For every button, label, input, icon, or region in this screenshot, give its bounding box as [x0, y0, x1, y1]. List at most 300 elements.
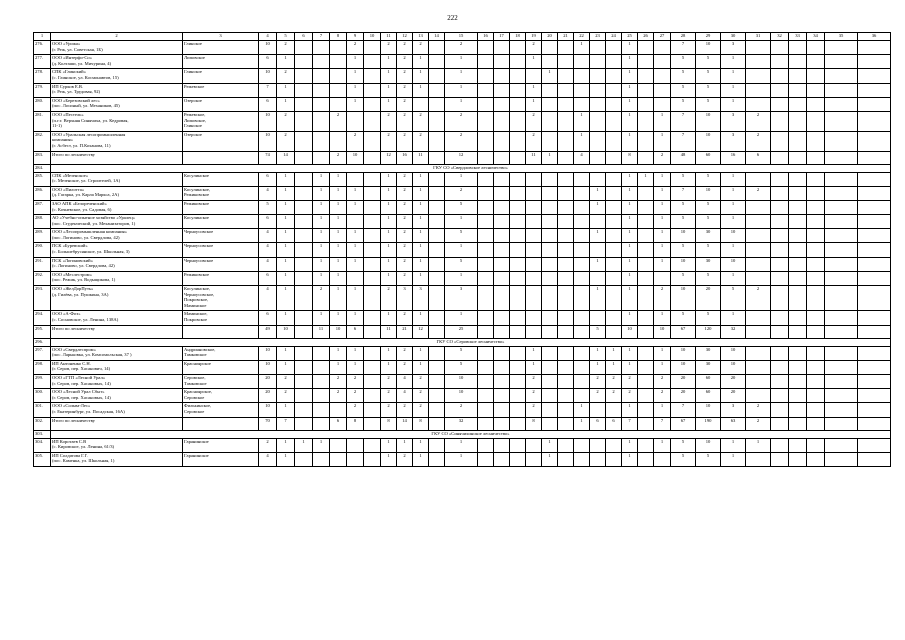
value-cell: 1 — [277, 186, 295, 200]
value-cell — [542, 200, 558, 214]
value-cell — [526, 229, 542, 243]
value-cell: 5 — [445, 346, 478, 360]
value-cell: 2 — [413, 374, 429, 388]
value-cell: 1 — [445, 438, 478, 452]
column-header: 23 — [590, 33, 606, 41]
value-cell — [478, 311, 494, 325]
value-cell: 49 — [259, 325, 277, 338]
column-header: 12 — [397, 33, 413, 41]
value-cell — [429, 186, 445, 200]
value-cell: 10 — [671, 346, 696, 360]
value-cell — [478, 286, 494, 311]
value-cell — [478, 83, 494, 97]
value-cell — [510, 286, 526, 311]
column-header: 17 — [494, 33, 510, 41]
value-cell: 2 — [654, 151, 671, 164]
value-cell — [347, 215, 364, 229]
value-cell: 4 — [259, 286, 277, 311]
value-cell: 12 — [381, 151, 397, 164]
value-cell — [807, 172, 825, 186]
value-cell — [771, 452, 789, 466]
value-cell — [807, 403, 825, 417]
value-cell: 1 — [622, 360, 638, 374]
table-row — [34, 83, 891, 97]
value-cell — [542, 243, 558, 257]
value-cell — [542, 286, 558, 311]
column-header: 27 — [654, 33, 671, 41]
value-cell — [825, 346, 858, 360]
value-cell: 10 — [259, 111, 277, 131]
value-cell — [330, 97, 347, 111]
value-cell: 1 — [330, 215, 347, 229]
value-cell: 10 — [696, 111, 721, 131]
value-cell: 1 — [622, 346, 638, 360]
value-cell: 2 — [397, 360, 413, 374]
value-cell: 5 — [671, 311, 696, 325]
table-row — [34, 452, 891, 466]
value-cell — [478, 438, 494, 452]
value-cell — [807, 257, 825, 271]
district-cell: Глинское — [183, 41, 259, 55]
value-cell: 21 — [397, 325, 413, 338]
value-cell: 1 — [445, 452, 478, 466]
value-cell: 30 — [696, 346, 721, 360]
value-cell: 1 — [413, 215, 429, 229]
total-row — [34, 325, 891, 338]
value-cell: 10 — [347, 151, 364, 164]
value-cell — [494, 257, 510, 271]
value-cell — [789, 215, 807, 229]
value-cell: 2 — [277, 374, 295, 388]
value-cell — [858, 186, 891, 200]
district-cell: Косулинское — [183, 172, 259, 186]
value-cell — [364, 186, 381, 200]
value-cell: 1 — [526, 83, 542, 97]
value-cell: 1 — [413, 69, 429, 83]
value-cell: 4 — [259, 229, 277, 243]
value-cell — [364, 69, 381, 83]
value-cell — [542, 271, 558, 285]
value-cell: 1 — [330, 271, 347, 285]
value-cell: 2 — [277, 389, 295, 403]
value-cell: 4 — [574, 151, 590, 164]
value-cell — [789, 257, 807, 271]
value-cell — [494, 186, 510, 200]
value-cell: 1 — [347, 97, 364, 111]
value-cell: 5 — [671, 55, 696, 69]
value-cell — [364, 271, 381, 285]
value-cell: 1 — [574, 41, 590, 55]
value-cell — [558, 41, 574, 55]
value-cell — [574, 243, 590, 257]
section-row — [34, 430, 891, 438]
value-cell: 1 — [654, 438, 671, 452]
value-cell — [364, 215, 381, 229]
value-cell — [858, 215, 891, 229]
value-cell — [364, 257, 381, 271]
value-cell — [638, 257, 654, 271]
value-cell: 2 — [590, 374, 606, 388]
value-cell: 5 — [696, 172, 721, 186]
value-cell — [771, 417, 789, 430]
value-cell: 2 — [445, 41, 478, 55]
value-cell — [526, 271, 542, 285]
value-cell: 3 — [721, 403, 746, 417]
district-cell: Черноусовское — [183, 257, 259, 271]
value-cell: 1 — [277, 243, 295, 257]
value-cell — [574, 97, 590, 111]
value-cell: 2 — [397, 131, 413, 151]
row-number: 279. — [34, 83, 51, 97]
value-cell: 7 — [671, 403, 696, 417]
value-cell: 1 — [574, 131, 590, 151]
value-cell — [526, 438, 542, 452]
table-row — [34, 186, 891, 200]
value-cell: 20 — [671, 374, 696, 388]
value-cell — [429, 83, 445, 97]
value-cell: 2 — [313, 286, 330, 311]
value-cell — [574, 452, 590, 466]
value-cell: 2 — [397, 69, 413, 83]
value-cell: 5 — [721, 286, 746, 311]
value-cell: 1 — [277, 83, 295, 97]
value-cell: 2 — [397, 215, 413, 229]
value-cell: 2 — [526, 374, 542, 388]
row-number: 290. — [34, 243, 51, 257]
value-cell: 1 — [721, 311, 746, 325]
value-cell — [542, 389, 558, 403]
row-number: 280. — [34, 97, 51, 111]
district-cell: Режевское, Липовское, Глинское — [183, 111, 259, 131]
value-cell — [494, 111, 510, 131]
value-cell: 1 — [313, 186, 330, 200]
value-cell: 2 — [330, 151, 347, 164]
value-cell — [771, 69, 789, 83]
value-cell — [606, 186, 622, 200]
column-header: 21 — [558, 33, 574, 41]
table-row — [34, 271, 891, 285]
value-cell — [364, 374, 381, 388]
value-cell — [413, 97, 429, 111]
column-header: 34 — [807, 33, 825, 41]
value-cell: 2 — [347, 131, 364, 151]
value-cell: 7 — [654, 417, 671, 430]
value-cell: 1 — [347, 200, 364, 214]
value-cell: 3 — [721, 111, 746, 131]
value-cell: 2 — [381, 131, 397, 151]
table-row — [34, 69, 891, 83]
value-cell — [746, 229, 771, 243]
value-cell — [542, 311, 558, 325]
value-cell — [606, 55, 622, 69]
value-cell — [542, 325, 558, 338]
value-cell — [807, 311, 825, 325]
value-cell: 20 — [671, 389, 696, 403]
value-cell — [807, 151, 825, 164]
value-cell — [313, 452, 330, 466]
organization-cell: АО «Учебно-опытное хозяйство «Уралец» (пос. Студенческий, ул. Механизаторов, 1) — [51, 215, 183, 229]
value-cell — [825, 200, 858, 214]
value-cell — [558, 325, 574, 338]
value-cell — [590, 131, 606, 151]
value-cell: 1 — [313, 243, 330, 257]
row-number: 297. — [34, 346, 51, 360]
value-cell — [807, 389, 825, 403]
value-cell — [825, 286, 858, 311]
organization-cell: ООО «ГТП «Лесной Урал» (г. Серов, пер. Хасановых, 14) — [51, 374, 183, 388]
value-cell: 7 — [671, 111, 696, 131]
column-header: 1 — [34, 33, 51, 41]
value-cell: 10 — [696, 186, 721, 200]
value-cell: 1 — [381, 83, 397, 97]
value-cell: 1 — [277, 438, 295, 452]
value-cell — [429, 311, 445, 325]
value-cell — [429, 374, 445, 388]
organization-cell: ИП Сурков Е.В. (г. Реж, ул. Трудовая, 92) — [51, 83, 183, 97]
value-cell: 1 — [347, 55, 364, 69]
value-cell — [590, 243, 606, 257]
value-cell: 4 — [397, 374, 413, 388]
value-cell — [542, 83, 558, 97]
value-cell: 1 — [413, 346, 429, 360]
value-cell — [558, 417, 574, 430]
value-cell — [746, 452, 771, 466]
value-cell — [295, 360, 313, 374]
value-cell — [746, 271, 771, 285]
value-cell — [295, 69, 313, 83]
value-cell: 10 — [259, 69, 277, 83]
value-cell — [746, 200, 771, 214]
value-cell: 1 — [590, 286, 606, 311]
value-cell: 2 — [746, 417, 771, 430]
value-cell — [429, 111, 445, 131]
total-row — [34, 417, 891, 430]
value-cell — [510, 452, 526, 466]
column-header: 4 — [259, 33, 277, 41]
row-number: 287. — [34, 200, 51, 214]
organization-cell: ПСК «Логиновский» (с. Логиново, ул. Свердлова, 42) — [51, 257, 183, 271]
value-cell — [558, 403, 574, 417]
value-cell — [526, 69, 542, 83]
value-cell: 1 — [413, 186, 429, 200]
value-cell: 10 — [696, 403, 721, 417]
value-cell: 2 — [397, 41, 413, 55]
row-number: 291. — [34, 257, 51, 271]
value-cell: 2 — [413, 131, 429, 151]
value-cell: 8 — [526, 417, 542, 430]
value-cell — [558, 111, 574, 131]
value-cell: 1 — [381, 311, 397, 325]
value-cell: 1 — [381, 215, 397, 229]
value-cell — [789, 131, 807, 151]
row-number: 294. — [34, 311, 51, 325]
table-row — [34, 403, 891, 417]
column-header: 10 — [364, 33, 381, 41]
value-cell — [789, 271, 807, 285]
value-cell — [429, 55, 445, 69]
value-cell: 1 — [654, 186, 671, 200]
value-cell: 2 — [330, 374, 347, 388]
value-cell — [590, 97, 606, 111]
value-cell — [638, 403, 654, 417]
value-cell: 1 — [413, 55, 429, 69]
value-cell — [789, 97, 807, 111]
value-cell: 1 — [413, 200, 429, 214]
value-cell — [364, 41, 381, 55]
column-header: 15 — [445, 33, 478, 41]
value-cell — [807, 286, 825, 311]
value-cell: 1 — [542, 69, 558, 83]
district-cell: Озерское — [183, 97, 259, 111]
row-number: 276. — [34, 41, 51, 55]
value-cell — [542, 131, 558, 151]
value-cell: 1 — [397, 438, 413, 452]
value-cell: 5 — [696, 271, 721, 285]
value-cell: 1 — [654, 215, 671, 229]
value-cell: 1 — [381, 346, 397, 360]
row-number: 298. — [34, 360, 51, 374]
value-cell: 1 — [622, 215, 638, 229]
value-cell: 1 — [347, 229, 364, 243]
value-cell: 6 — [347, 325, 364, 338]
column-header: 7 — [313, 33, 330, 41]
table-row — [34, 131, 891, 151]
value-cell: 60 — [696, 389, 721, 403]
value-cell — [295, 200, 313, 214]
value-cell: 5 — [671, 215, 696, 229]
value-cell: 1 — [330, 186, 347, 200]
value-cell — [364, 403, 381, 417]
value-cell — [510, 403, 526, 417]
value-cell: 1 — [330, 346, 347, 360]
value-cell: 1 — [413, 452, 429, 466]
value-cell — [825, 131, 858, 151]
value-cell — [542, 186, 558, 200]
value-cell: 4 — [259, 257, 277, 271]
value-cell — [858, 69, 891, 83]
table-row — [34, 97, 891, 111]
value-cell: 1 — [622, 229, 638, 243]
value-cell — [825, 41, 858, 55]
value-cell — [347, 271, 364, 285]
value-cell — [494, 311, 510, 325]
value-cell — [510, 151, 526, 164]
value-cell — [858, 41, 891, 55]
value-cell — [825, 389, 858, 403]
value-cell — [606, 438, 622, 452]
value-cell: 74 — [259, 151, 277, 164]
value-cell: 1 — [413, 438, 429, 452]
value-cell: 4 — [259, 243, 277, 257]
value-cell: 10 — [259, 403, 277, 417]
value-cell: 1 — [542, 452, 558, 466]
district-cell: Красноярское — [183, 360, 259, 374]
value-cell — [590, 438, 606, 452]
value-cell — [807, 83, 825, 97]
value-cell: 1 — [381, 97, 397, 111]
value-cell — [638, 97, 654, 111]
value-cell — [558, 438, 574, 452]
value-cell — [542, 215, 558, 229]
value-cell: 1 — [313, 215, 330, 229]
value-cell — [825, 151, 858, 164]
value-cell — [606, 41, 622, 55]
value-cell — [558, 131, 574, 151]
value-cell — [295, 452, 313, 466]
section-title: ГКУ СО «Синячихинское лесничество» — [51, 430, 891, 438]
value-cell: 5 — [671, 97, 696, 111]
value-cell — [494, 360, 510, 374]
district-cell: Маминское, Покровское — [183, 311, 259, 325]
value-cell: 6 — [259, 271, 277, 285]
value-cell — [364, 83, 381, 97]
value-cell: 67 — [671, 325, 696, 338]
value-cell — [789, 172, 807, 186]
table-row — [34, 360, 891, 374]
value-cell — [825, 325, 858, 338]
value-cell — [858, 172, 891, 186]
value-cell — [295, 111, 313, 131]
value-cell — [825, 311, 858, 325]
value-cell — [542, 55, 558, 69]
value-cell: 32 — [445, 417, 478, 430]
value-cell — [510, 243, 526, 257]
value-cell: 32 — [721, 325, 746, 338]
value-cell — [478, 389, 494, 403]
value-cell: 2 — [445, 186, 478, 200]
column-header: 14 — [429, 33, 445, 41]
value-cell: 1 — [277, 311, 295, 325]
value-cell: 1 — [574, 417, 590, 430]
row-number: 282. — [34, 131, 51, 151]
value-cell — [295, 243, 313, 257]
value-cell: 10 — [721, 346, 746, 360]
value-cell: 2 — [347, 403, 364, 417]
value-cell — [542, 111, 558, 131]
value-cell — [364, 55, 381, 69]
value-cell — [510, 69, 526, 83]
value-cell — [638, 438, 654, 452]
value-cell — [807, 111, 825, 131]
value-cell — [590, 452, 606, 466]
value-cell — [590, 55, 606, 69]
value-cell — [771, 200, 789, 214]
value-cell — [478, 374, 494, 388]
value-cell: 6 — [606, 417, 622, 430]
value-cell: 1 — [622, 97, 638, 111]
value-cell — [638, 286, 654, 311]
value-cell: 2 — [606, 374, 622, 388]
value-cell — [510, 374, 526, 388]
value-cell: 1 — [721, 83, 746, 97]
value-cell — [590, 111, 606, 131]
row-number: 289. — [34, 229, 51, 243]
value-cell: 3 — [721, 41, 746, 55]
value-cell — [542, 360, 558, 374]
value-cell — [771, 172, 789, 186]
value-cell — [295, 131, 313, 151]
value-cell — [825, 271, 858, 285]
value-cell: 1 — [654, 360, 671, 374]
column-header: 11 — [381, 33, 397, 41]
value-cell — [590, 83, 606, 97]
value-cell — [771, 215, 789, 229]
district-cell: Режиковское — [183, 200, 259, 214]
value-cell: 5 — [671, 438, 696, 452]
value-cell: 20 — [721, 374, 746, 388]
value-cell: 2 — [746, 286, 771, 311]
value-cell — [771, 271, 789, 285]
